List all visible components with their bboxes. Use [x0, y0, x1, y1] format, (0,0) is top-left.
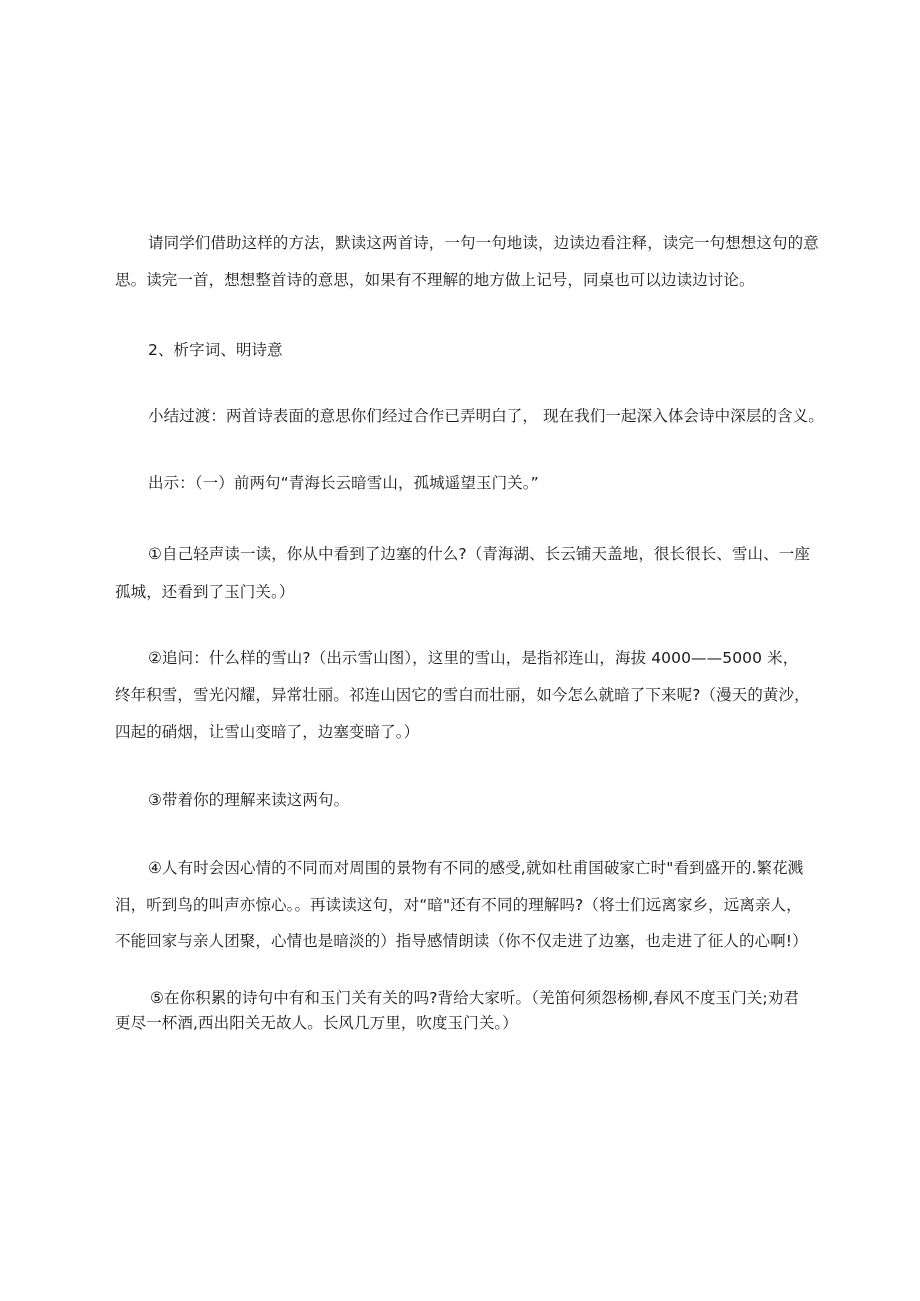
item-5-line-2: 更尽一杯酒,西出阳关无故人。长风几万里，吹度玉门关。）: [115, 1014, 518, 1032]
transition-paragraph: 小结过渡：两首诗表面的意思你们经过合作已弄明白了， 现在我们一起深入体会诗中深层的含义。: [148, 407, 824, 425]
display-poem-lines: 出示：（一）前两句“青海长云暗雪山，孤城遥望玉门关。”: [148, 474, 539, 492]
item-4-line-2: 泪，听到鸟的叫声亦惊心。。再读读这句，对“暗"还有不同的理解吗?（将士们远离家乡，远离亲人，: [115, 896, 802, 914]
item-2-line-2: 终年积雪，雪光闪耀，异常壮丽。祁连山因它的雪白而壮丽，如今怎么就暗了下来呢?（漫天的黄沙，: [115, 686, 810, 704]
intro-line-2: 思。读完一首，想想整首诗的意思，如果有不理解的地方做上记号，同桌也可以边读边讨论。: [115, 271, 755, 289]
item-4-line-3: 不能回家与亲人团聚，心情也是暗淡的）指导感情朗读（你不仅走进了边塞，也走进了征人的心啊!）: [115, 932, 808, 950]
item-3: ③带着你的理解来读这两句。: [148, 791, 350, 809]
item-2-line-3: 四起的硝烟，让雪山变暗了，边塞变暗了。）: [115, 723, 420, 741]
item-2-line-1: ②追问：什么样的雪山?（出示雪山图），这里的雪山，是指祁连山，海拔 4000——5000 米，: [148, 649, 799, 667]
item-5-line-1: ⑤在你积累的诗句中有和玉门关有关的吗?背给大家听。（羌笛何须怨杨柳,春风不度玉门关;劝君: [150, 989, 799, 1007]
intro-line-1: 请同学们借助这样的方法，默读这两首诗，一句一句地读，边读边看注释，读完一句想想这句的意: [148, 234, 819, 252]
item-1-line-1: ①自己轻声读一读，你从中看到了边塞的什么?（青海湖、长云铺天盖地，很长很长、雪山、一座: [148, 545, 810, 563]
item-4-line-1: ④人有时会因心情的不同而对周围的景物有不同的感受,就如杜甫国破家亡时"看到盛开的.繁花溅: [148, 859, 804, 877]
section-heading: 2、析字词、明诗意: [148, 341, 283, 359]
item-1-line-2: 孤城，还看到了玉门关。）: [115, 583, 295, 601]
